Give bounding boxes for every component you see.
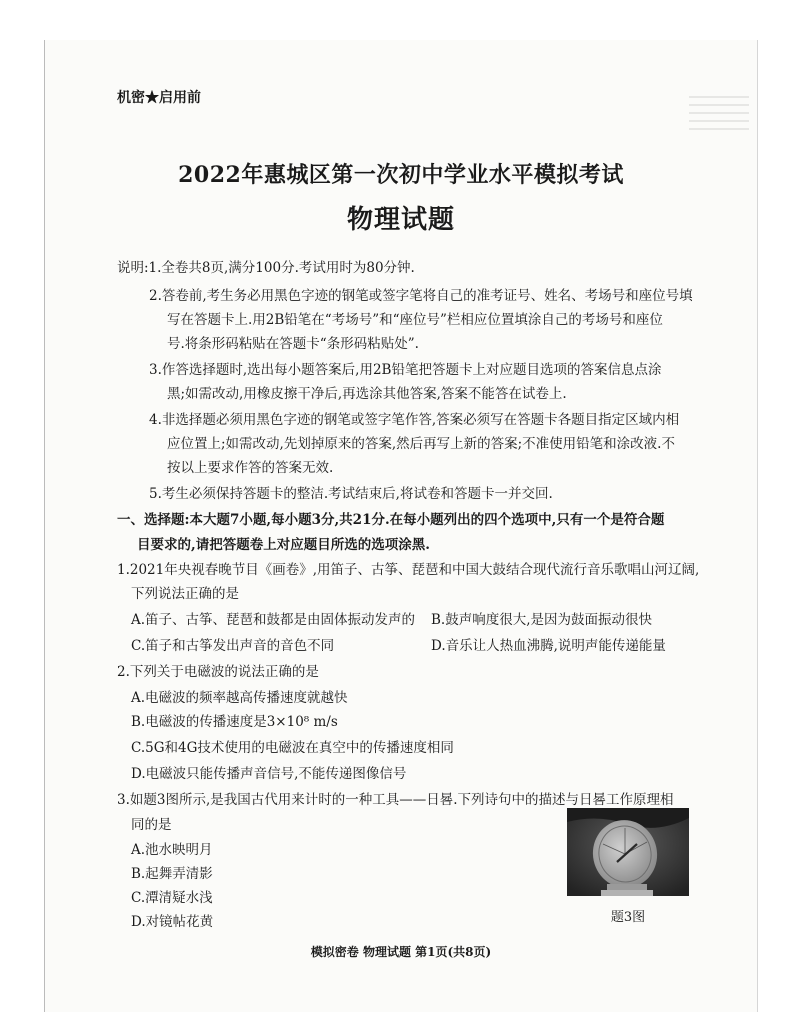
q2-option-b: B.电磁波的传播速度是3×10⁸ m/s bbox=[131, 714, 338, 730]
q3-option-b: B.起舞弄清影 bbox=[131, 866, 213, 882]
confidential-label: 机密★启用前 bbox=[117, 90, 201, 106]
q3-stem-cont: 同的是 bbox=[131, 817, 172, 833]
exam-title: 2022年惠城区第一次初中学业水平模拟考试 bbox=[178, 162, 624, 188]
q2-option-d: D.电磁波只能传播声音信号,不能传递图像信号 bbox=[131, 766, 407, 782]
q1-option-d: D.音乐让人热血沸腾,说明声能传递能量 bbox=[431, 638, 666, 654]
q3-option-c: C.潭清疑水浅 bbox=[131, 890, 213, 906]
instruction-line-9: 按以上要求作答的答案无效. bbox=[167, 460, 334, 476]
q3-option-d: D.对镜帖花黄 bbox=[131, 914, 214, 930]
q1-option-b: B.鼓声响度很大,是因为鼓面振动很快 bbox=[431, 612, 653, 628]
q2-option-a: A.电磁波的频率越高传播速度就越快 bbox=[131, 690, 348, 706]
q1-option-c: C.笛子和古筝发出声音的音色不同 bbox=[131, 638, 335, 654]
instruction-line-3: 写在答题卡上.用2B铅笔在“考场号”和“座位号”栏相应位置填涂自己的考场号和座位 bbox=[167, 312, 663, 328]
exam-subtitle: 物理试题 bbox=[346, 205, 455, 235]
instruction-line-10: 5.考生必须保持答题卡的整洁.考试结束后,将试卷和答题卡一并交回. bbox=[149, 486, 553, 502]
sundial-photo bbox=[567, 808, 689, 896]
q2-stem: 2.下列关于电磁波的说法正确的是 bbox=[117, 664, 319, 680]
instruction-line-7: 4.非选择题必须用黑色字迹的钢笔或签字笔作答,答案必须写在答题卡各题目指定区域内相 bbox=[149, 412, 680, 428]
page-footer: 模拟密卷 物理试题 第1页(共8页) bbox=[310, 945, 492, 959]
exam-page bbox=[44, 40, 758, 1012]
instruction-line-8: 应位置上;如需改动,先划掉原来的答案,然后再写上新的答案;不准使用铅笔和涂改液.不 bbox=[167, 436, 675, 452]
q1-stem: 1.2021年央视春晚节目《画卷》,用笛子、古筝、琵琶和中国大鼓结合现代流行音乐歌唱山河辽阔, bbox=[117, 562, 700, 578]
instruction-line-1: 说明:1.全卷共8页,满分100分.考试用时为80分钟. bbox=[117, 260, 415, 276]
q1-stem-cont: 下列说法正确的是 bbox=[131, 586, 239, 602]
figure-caption: 题3图 bbox=[610, 910, 646, 925]
instruction-line-2: 2.答卷前,考生务必用黑色字迹的钢笔或签字笔将自己的准考证号、姓名、考场号和座位号填 bbox=[149, 288, 693, 304]
instruction-line-6: 黑;如需改动,用橡皮擦干净后,再选涂其他答案,答案不能答在试卷上. bbox=[167, 386, 567, 402]
q3-stem: 3.如题3图所示,是我国古代用来计时的一种工具——日晷.下列诗句中的描述与日晷工作原理相 bbox=[117, 792, 674, 808]
q1-option-a: A.笛子、古筝、琵琶和鼓都是由固体振动发声的 bbox=[131, 612, 416, 628]
section-1-header-cont: 目要求的,请把答题卷上对应题目所选的选项涂黑. bbox=[137, 537, 430, 553]
q3-option-a: A.池水映明月 bbox=[131, 842, 213, 858]
q2-option-c: C.5G和4G技术使用的电磁波在真空中的传播速度相同 bbox=[131, 740, 454, 756]
section-1-header: 一、选择题:本大题7小题,每小题3分,共21分.在每小题列出的四个选项中,只有一个是符合题 bbox=[117, 512, 665, 528]
instruction-line-4: 号.将条形码粘贴在答题卡“条形码粘贴处”. bbox=[167, 336, 419, 352]
sundial-illustration bbox=[567, 808, 689, 896]
instruction-line-5: 3.作答选择题时,选出每小题答案后,用2B铅笔把答题卡上对应题目选项的答案信息点涂 bbox=[149, 362, 662, 378]
bleed-through-mark bbox=[689, 90, 749, 130]
